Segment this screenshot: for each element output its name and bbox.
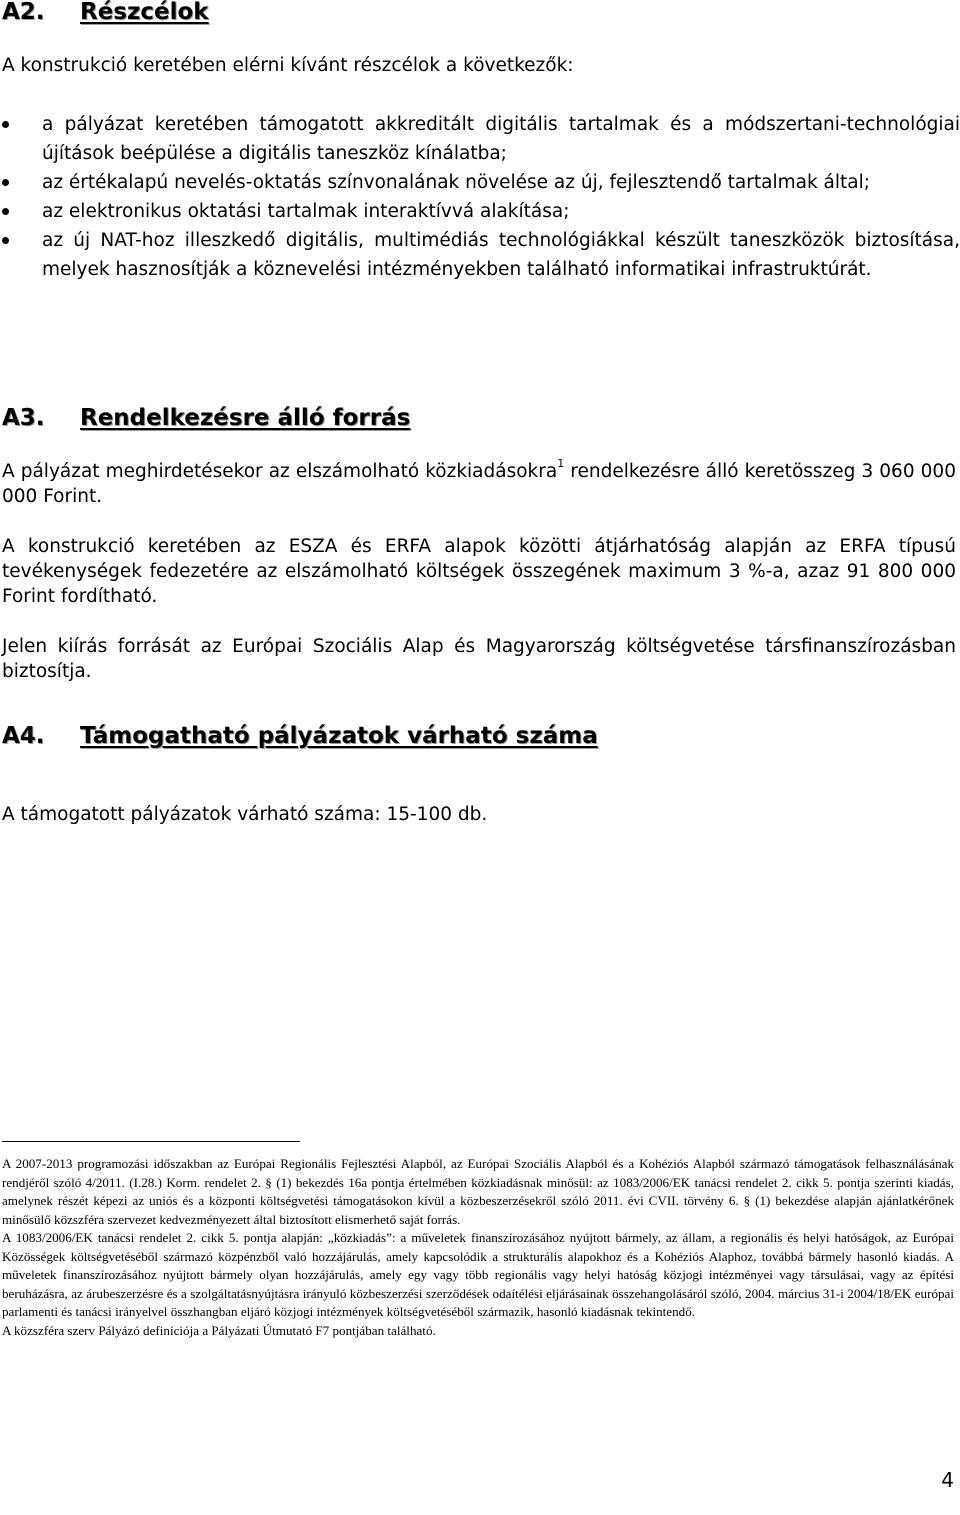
section-number: A3. [2, 405, 45, 431]
footnote-separator [2, 1141, 300, 1142]
section-title: Támogatható pályázatok várható száma [80, 723, 598, 749]
section-number: A2. [2, 0, 45, 25]
a3-paragraph-budget: A pályázat meghirdetésekor az elszámolható közkiadásokra$^1$ rendelkezésre álló keretösszeg 3 060 000 000 Forint. [2, 456, 956, 507]
list-item: az értékalapú nevelés-oktatás színvonalának növelése az új, fejlesztendő tartalmak által; [0, 168, 960, 197]
list-item: az elektronikus oktatási tartalmak interaktívvá alakítása; [0, 197, 960, 226]
a2-bullet-list [0, 110, 960, 284]
bullet-icon [2, 179, 9, 186]
section-heading-a4 [2, 722, 598, 750]
footnote-paragraph: A 2007-2013 programozási időszakban az Európai Regionális Fejlesztési Alapból, az Európai Szociális Alapból és a Kohéziós Alapból származó támogatások felhasználásának rendjéről szóló 4/2011. (I.28.) Korm. rendelet 2. § (1) bekezdés 16a pontja értelmében közkiadásnak minősül: az 1083/2006/EK tanácsi rendelet 2. cikk 5. pontja szerinti kiadás, amelynek részét képezi az uniós és a központi költségvetési támogatásokon kívül a közbeszerzésekről szóló 2011. évi CVII. törvény 6. § (1) bekezdése alapján ajánlatkérőnek minősülő közszféra szervezet kedvezményezett által biztosított elismerhető saját forrás. [2, 1156, 954, 1227]
a3-paragraph-funding-source: Jelen kiírás forrását az Európai Szociális Alap és Magyarország költségvetése társfinanszírozásban biztosítja. [2, 636, 956, 682]
section-title: Rendelkezésre álló forrás [80, 405, 411, 431]
page-number: 4 [941, 1468, 954, 1492]
list-item: a pályázat keretében támogatott akkreditált digitális tartalmak és a módszertani-technológiai újítások beépülése a digitális taneszköz kínálatba; [0, 110, 960, 168]
section-heading-a2 [2, 0, 209, 26]
section-heading-a3 [2, 404, 410, 432]
bullet-icon [2, 237, 9, 244]
list-item: az új NAT-hoz illeszkedő digitális, multimédiás technológiákkal készült taneszközök biztosítása, melyek hasznosítják a köznevelési intézményekben található informatikai infrastruktúrát. [0, 226, 960, 284]
section-number: A4. [2, 723, 45, 749]
a2-intro: A konstrukció keretében elérni kívánt részcélok a következők: [2, 55, 574, 76]
footnote-ref: 1 [557, 456, 565, 470]
footnote [2, 1155, 954, 1340]
bullet-icon [2, 121, 9, 128]
a4-paragraph-count: A támogatott pályázatok várható száma: 15-100 db. [2, 804, 488, 825]
footnote-paragraph: A közszféra szerv Pályázó definíciója a Pályázati Útmutató F7 pontjában található. [2, 1322, 436, 1338]
footnote-paragraph: A 1083/2006/EK tanácsi rendelet 2. cikk 5. pontja alapján: „közkiadás”: a műveletek finanszírozásához nyújtott bármely, az állam, a regionális és helyi hatóságok, az Európai Közösségek költségvetéséből származó közpénzből való hozzájárulás, amely kapcsolódik a strukturális alapokhoz és a Kohéziós Alaphoz, továbbá bármely hasonló kiadás. A műveletek finanszírozásához nyújtott bármely olyan hozzájárulás, amely egy vagy több regionális vagy helyi hatóság közjogi intézményei vagy társulásai, vagy az építési beruházásra, az árubeszerzésre és a szolgáltatásnyújtásra irányuló közbeszerzési szerződések odaítélési eljárásainak összehangolásáról szóló, 2004. március 31-i 2004/18/EK európai parlamenti és tanácsi irányelvel összhangban eljáró közjogi intézmények költségvetéséből származik, hasonló kiadásnak tekintendő. [2, 1230, 954, 1319]
a3-paragraph-esza-erfa: A konstrukció keretében az ESZA és ERFA alapok közötti átjárhatóság alapján az ERFA típusú tevékenységek fedezetére az elszámolható költségek összegének maximum 3 %-a, azaz 91 800 000 Forint fordítható. [2, 536, 956, 607]
section-title: Részcélok [80, 0, 209, 25]
bullet-icon [2, 208, 9, 215]
